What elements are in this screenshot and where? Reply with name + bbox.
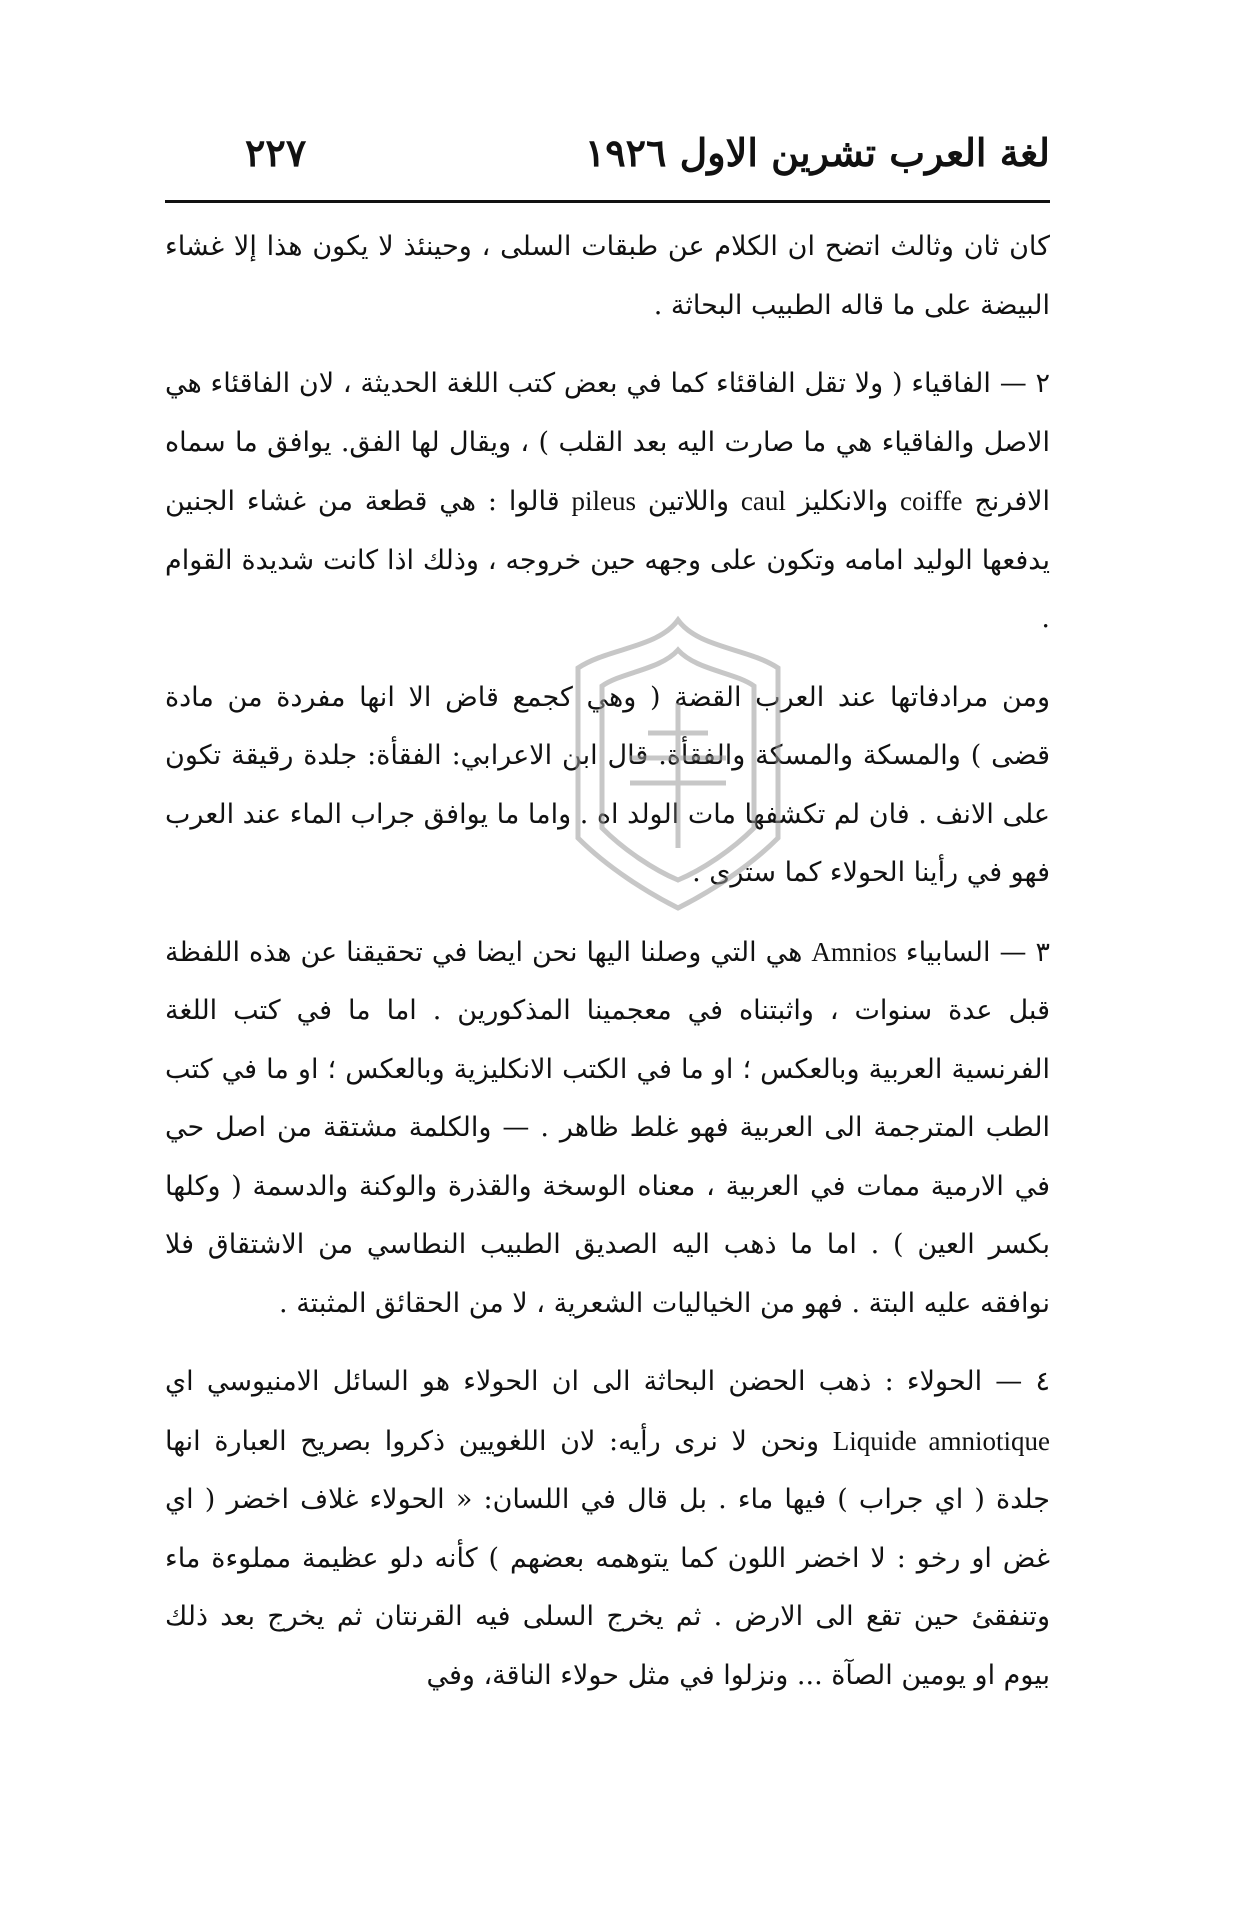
text-run: والانكليز [785,486,900,517]
text-run: ٣ — السابياء [896,936,1051,968]
text-run: ونحن لا نرى رأيه: لان اللغويين ذكروا بصريح العبارة انها جلدة ( اي جراب ) فيها ماء . بل قال في اللسان: « الحولاء غلاف اخضر ( اي غض او رخو : لا اخضر اللون كما يتوهمه بعضهم ) كأنه دلو عظيمة مملوءة ماء وتنفقئ حين تقع الى الارض . ثم يخرج السلى فيه القرنتان ثم يخرج بعد ذلك بيوم او يومين الصآة ... ونزلوا في مثل حولاء الناقة، وفي [165,1425,1050,1691]
latin-term: coiffe [900,486,963,516]
latin-term: pileus [571,486,637,516]
text-run: قالوا : هي قطعة من غشاء الجنين يدفعها الوليد امامه وتكون على وجهه حين خروجه ، وذلك اذا كانت شديدة القوام . [165,486,1050,634]
body-text [165,218,1050,1705]
text-run: كان ثان وثالث اتضح ان الكلام عن طبقات السلى ، وحينئذ لا يكون هذا إلا غشاء البيضة على ما قاله الطبيب البحاثة . [165,231,1050,321]
latin-term: Amnios [811,936,897,967]
text-run: ومن مرادفاتها عند العرب القضة ( وهي كجمع قاض الا انها مفردة من مادة قضى ) والمسكة والمسكة والفقأة. قال ابن الاعرابي: الفقأة: جلدة رقيقة تكون على الانف . فان لم تكشفها مات الولد اه . واما ما يوافق جراب الماء عند العرب فهو في رأينا الحولاء كما سترى . [165,681,1050,888]
text-run: هي التي وصلنا اليها نحن ايضا في تحقيقنا عن هذه اللفظة قبل عدة سنوات ، واثبتناه في معجمينا المذكورين . اما ما في كتب اللغة الفرنسية العربية وبالعكس ؛ او ما في الكتب الانكليزية وبالعكس ؛ او ما في كتب الطب المترجمة الى العربية فهو غلط ظاهر . — والكلمة مشتقة من اصل حي في الارمية ممات في العربية ، معناه الوسخة والقذرة والوكنة والدسمة ( وكلها بكسر العين ) . اما ما ذهب اليه الصديق الطبيب النطاسي من الاشتقاق فلا نوافقه عليه البتة . فهو من الخياليات الشعرية ، لا من الحقائق المثبتة . [165,936,1050,1319]
paragraph [165,1353,1050,1705]
latin-term: Liquide amniotique [832,1425,1050,1456]
page-number: ٢٢٧ [245,130,307,175]
library-seal-icon [548,608,808,918]
page-header [165,130,1050,192]
paragraph [165,355,1050,649]
text-run: ٢ — الفاقياء ( ولا تقل الفاقئاء كما في بعض كتب اللغة الحديثة ، لان الفاقئاء هي الاصل والفاقياء هي ما صارت اليه بعد القلب ) ، ويقال لها الفق. يوافق ما سماه الافرنج [165,368,1050,517]
header-rule [165,200,1050,203]
paragraph [165,218,1050,335]
running-title: لغة العرب تشرين الاول ١٩٢٦ [584,130,1050,175]
paragraph [165,923,1050,1334]
text-run: ٤ — الحولاء : ذهب الحضن البحاثة الى ان الحولاء هو السائل الامنيوسي اي [165,1366,1050,1397]
text-run: واللاتين [636,486,741,517]
latin-term: caul [740,486,786,516]
